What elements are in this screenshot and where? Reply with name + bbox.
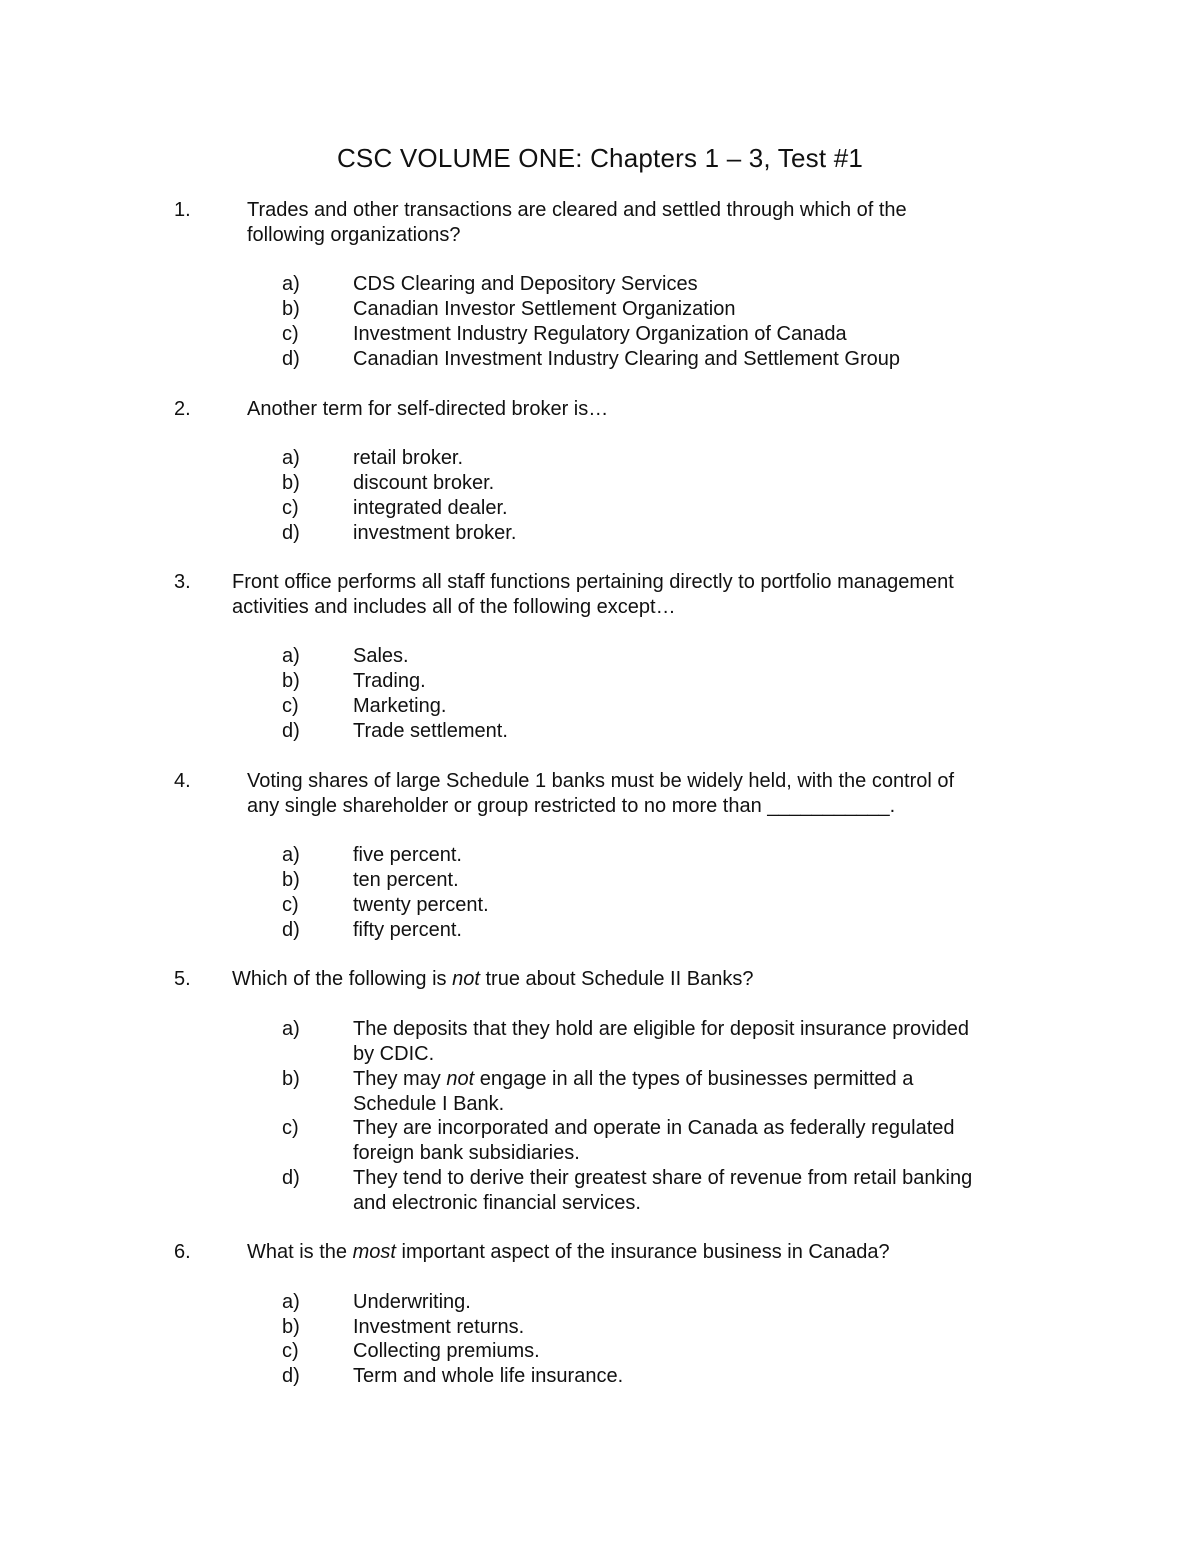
option-text-segment: They may (353, 1068, 447, 1090)
option-letter: c) (282, 894, 299, 916)
question-text-line: following organizations? (247, 224, 461, 246)
option-text-line: The deposits that they hold are eligible for deposit insurance provided (353, 1018, 969, 1040)
option-text: CDS Clearing and Depository Services (353, 273, 698, 295)
option-letter: a) (282, 273, 300, 295)
option-text-line: Schedule I Bank. (353, 1093, 505, 1115)
option-text: Canadian Investor Settlement Organization (353, 298, 736, 320)
question-text (247, 769, 1047, 819)
option-letter: b) (282, 670, 300, 692)
question-number: 3. (174, 571, 191, 593)
question-text-line: Trades and other transactions are cleared and settled through which of the (247, 199, 907, 221)
option-letter: c) (282, 497, 299, 519)
option-letter: b) (282, 1316, 300, 1338)
option-text-line: and electronic financial services. (353, 1192, 641, 1214)
option-letter: d) (282, 522, 300, 544)
option-text-line: They are incorporated and operate in Canada as federally regulated (353, 1117, 955, 1139)
question-number: 1. (174, 199, 191, 221)
option-letter: b) (282, 869, 300, 891)
option-text: Trading. (353, 670, 426, 692)
question-text-line: activities and includes all of the following except… (232, 596, 676, 618)
option-text (353, 1067, 913, 1117)
option-letter: c) (282, 1340, 299, 1362)
option-text (353, 1116, 955, 1166)
option-text: integrated dealer. (353, 497, 508, 519)
option-letter: b) (282, 298, 300, 320)
option-letter: d) (282, 720, 300, 742)
option-text: Investment returns. (353, 1316, 525, 1338)
question-number: 6. (174, 1241, 191, 1263)
option-letter: a) (282, 1291, 300, 1313)
question-emphasis: most (352, 1241, 396, 1263)
option-letter: b) (282, 472, 300, 494)
option-letter: d) (282, 1365, 300, 1387)
question-text-segment: Which of the following is (232, 968, 453, 990)
option-text: discount broker. (353, 472, 495, 494)
question-number: 4. (174, 770, 191, 792)
question-text (232, 967, 1032, 992)
option-text (353, 1166, 972, 1216)
option-text (353, 1017, 969, 1067)
option-text-line (353, 1067, 913, 1092)
option-text: investment broker. (353, 522, 517, 544)
option-letter: b) (282, 1068, 300, 1090)
option-letter: a) (282, 447, 300, 469)
question-emphasis: not (452, 968, 480, 990)
option-letter: d) (282, 919, 300, 941)
question-text-line: Another term for self-directed broker is… (247, 398, 609, 420)
option-text: Sales. (353, 645, 409, 667)
question-number: 5. (174, 968, 191, 990)
option-text: Marketing. (353, 695, 447, 717)
question-text-line: Voting shares of large Schedule 1 banks must be widely held, with the control of (247, 770, 955, 792)
question-text (247, 397, 1047, 422)
question-text-line (232, 967, 1032, 992)
option-text: Underwriting. (353, 1291, 471, 1313)
question-text-line (247, 1240, 1047, 1265)
option-letter: c) (282, 323, 299, 345)
question-text-segment: true about Schedule II Banks? (479, 968, 754, 990)
option-text-segment: engage in all the types of businesses permitted a (474, 1068, 914, 1090)
option-emphasis: not (446, 1068, 475, 1090)
option-text-line: foreign bank subsidiaries. (353, 1142, 580, 1164)
option-text: five percent. (353, 844, 462, 866)
question-text-segment: important aspect of the insurance business in Canada? (395, 1241, 890, 1263)
option-letter: d) (282, 348, 300, 370)
option-letter: a) (282, 1018, 300, 1040)
option-letter: c) (282, 695, 299, 717)
option-text: Collecting premiums. (353, 1340, 540, 1362)
option-text: Investment Industry Regulatory Organization of Canada (353, 323, 847, 345)
option-text: Canadian Investment Industry Clearing and Settlement Group (353, 348, 900, 370)
option-letter: c) (282, 1117, 299, 1139)
question-number: 2. (174, 398, 191, 420)
option-text: ten percent. (353, 869, 459, 891)
option-text: Term and whole life insurance. (353, 1365, 624, 1387)
question-text-line: any single shareholder or group restricted to no more than ___________. (247, 795, 896, 817)
option-text: retail broker. (353, 447, 464, 469)
option-text-line: by CDIC. (353, 1043, 435, 1065)
question-text (247, 1240, 1047, 1265)
option-text: fifty percent. (353, 919, 462, 941)
question-text (232, 570, 1032, 620)
question-text-segment: What is the (247, 1241, 353, 1263)
question-text-line: Front office performs all staff functions pertaining directly to portfolio management (232, 571, 954, 593)
question-text (247, 198, 1047, 248)
option-text: twenty percent. (353, 894, 489, 916)
option-text: Trade settlement. (353, 720, 508, 742)
option-text-line: They tend to derive their greatest share of revenue from retail banking (353, 1167, 973, 1189)
option-letter: a) (282, 844, 300, 866)
option-letter: a) (282, 645, 300, 667)
page-title: CSC VOLUME ONE: Chapters 1 – 3, Test #1 (336, 143, 864, 173)
option-letter: d) (282, 1167, 300, 1189)
